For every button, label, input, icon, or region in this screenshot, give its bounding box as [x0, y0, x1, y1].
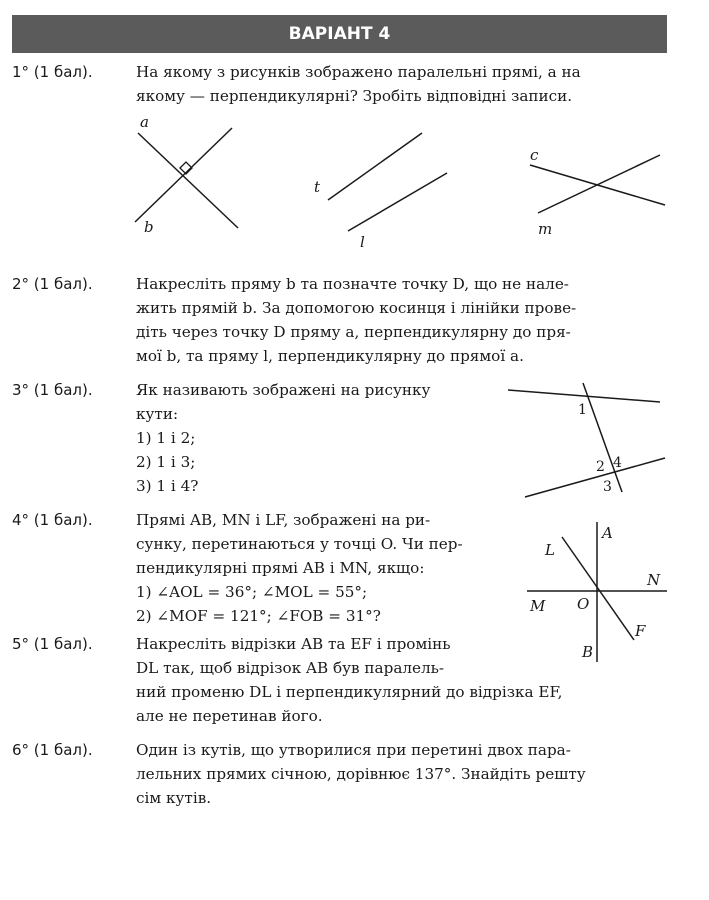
label-b: b — [144, 218, 154, 236]
label-F: F — [635, 622, 646, 640]
task-2-line-1: Накресліть пряму b та позначте точку D, що не нале- — [136, 275, 569, 293]
task-6-line-3: сім кутів. — [136, 789, 212, 807]
task-1-line-2: якому — перпендикулярні? Зробіть відповідні записи. — [136, 87, 573, 105]
task-3-number: 3° (1 бал). — [12, 381, 93, 399]
task-3-line-1: Як називають зображені на рисунку — [136, 381, 431, 399]
task-5-line-2: DL так, щоб відрізок AB був паралель- — [136, 659, 445, 677]
label-m: m — [538, 220, 553, 238]
task-2-line-2: жить прямій b. За допомогою косинця і лінійки прове- — [136, 299, 577, 317]
label-N: N — [647, 571, 661, 589]
variant-header: ВАРІАНТ 4 — [12, 15, 667, 53]
task-2-number: 2° (1 бал). — [12, 275, 93, 293]
task-6-number: 6° (1 бал). — [12, 741, 93, 759]
task-1-number: 1° (1 бал). — [12, 63, 93, 81]
angle-label-4: 4 — [613, 455, 622, 471]
label-c: c — [530, 146, 539, 164]
task-3-option-3: 3) 1 і 4? — [136, 477, 199, 495]
angle-label-2: 2 — [596, 459, 605, 475]
task-4-option-1: 1) ∠AOL = 36°; ∠MOL = 55°; — [136, 583, 368, 601]
task-5-line-4: але не перетинав його. — [136, 707, 323, 725]
label-B: B — [582, 643, 594, 661]
task-4-option-2: 2) ∠MOF = 121°; ∠FOB = 31°? — [136, 607, 381, 625]
label-a: a — [140, 113, 149, 131]
task-2-line-4: мої b, та пряму l, перпендикулярну до прямої a. — [136, 347, 524, 365]
task-6-line-1: Один із кутів, що утворилися при перетині двох пара- — [136, 741, 571, 759]
angle-label-1: 1 — [578, 402, 587, 418]
task-3-line-2: кути: — [136, 405, 179, 423]
task-1-line-1: На якому з рисунків зображено паралельні прямі, а на — [136, 63, 581, 81]
task-4-line-1: Прямі AB, MN і LF, зображені на ри- — [136, 511, 431, 529]
label-t: t — [314, 178, 321, 196]
label-O: O — [577, 595, 590, 613]
label-L: L — [545, 541, 555, 559]
task-3-option-2: 2) 1 і 3; — [136, 453, 196, 471]
task-5-line-1: Накресліть відрізки AB та EF і промінь — [136, 635, 451, 653]
task-5-number: 5° (1 бал). — [12, 635, 93, 653]
task-6-line-2: лельних прямих січною, дорівнює 137°. Знайдіть решту — [136, 765, 586, 783]
line-LF — [562, 537, 634, 640]
task-6 — [12, 738, 695, 810]
task-3-option-1: 1) 1 і 2; — [136, 429, 196, 447]
angle-label-3: 3 — [603, 479, 612, 495]
task-4-number: 4° (1 бал). — [12, 511, 93, 529]
task-5 — [12, 632, 695, 728]
label-M: M — [530, 597, 546, 615]
label-A: A — [602, 524, 613, 542]
task-2-line-3: діть через точку D пряму a, перпендикулярну до пря- — [136, 323, 571, 341]
label-l: l — [360, 233, 365, 251]
task-4-line-2: сунку, перетинаються у точці O. Чи пер- — [136, 535, 463, 553]
task-4-line-3: пендикулярні прямі AB і MN, якщо: — [136, 559, 425, 577]
task-5-line-3: ний променю DL і перпендикулярний до відрізка EF, — [136, 683, 563, 701]
